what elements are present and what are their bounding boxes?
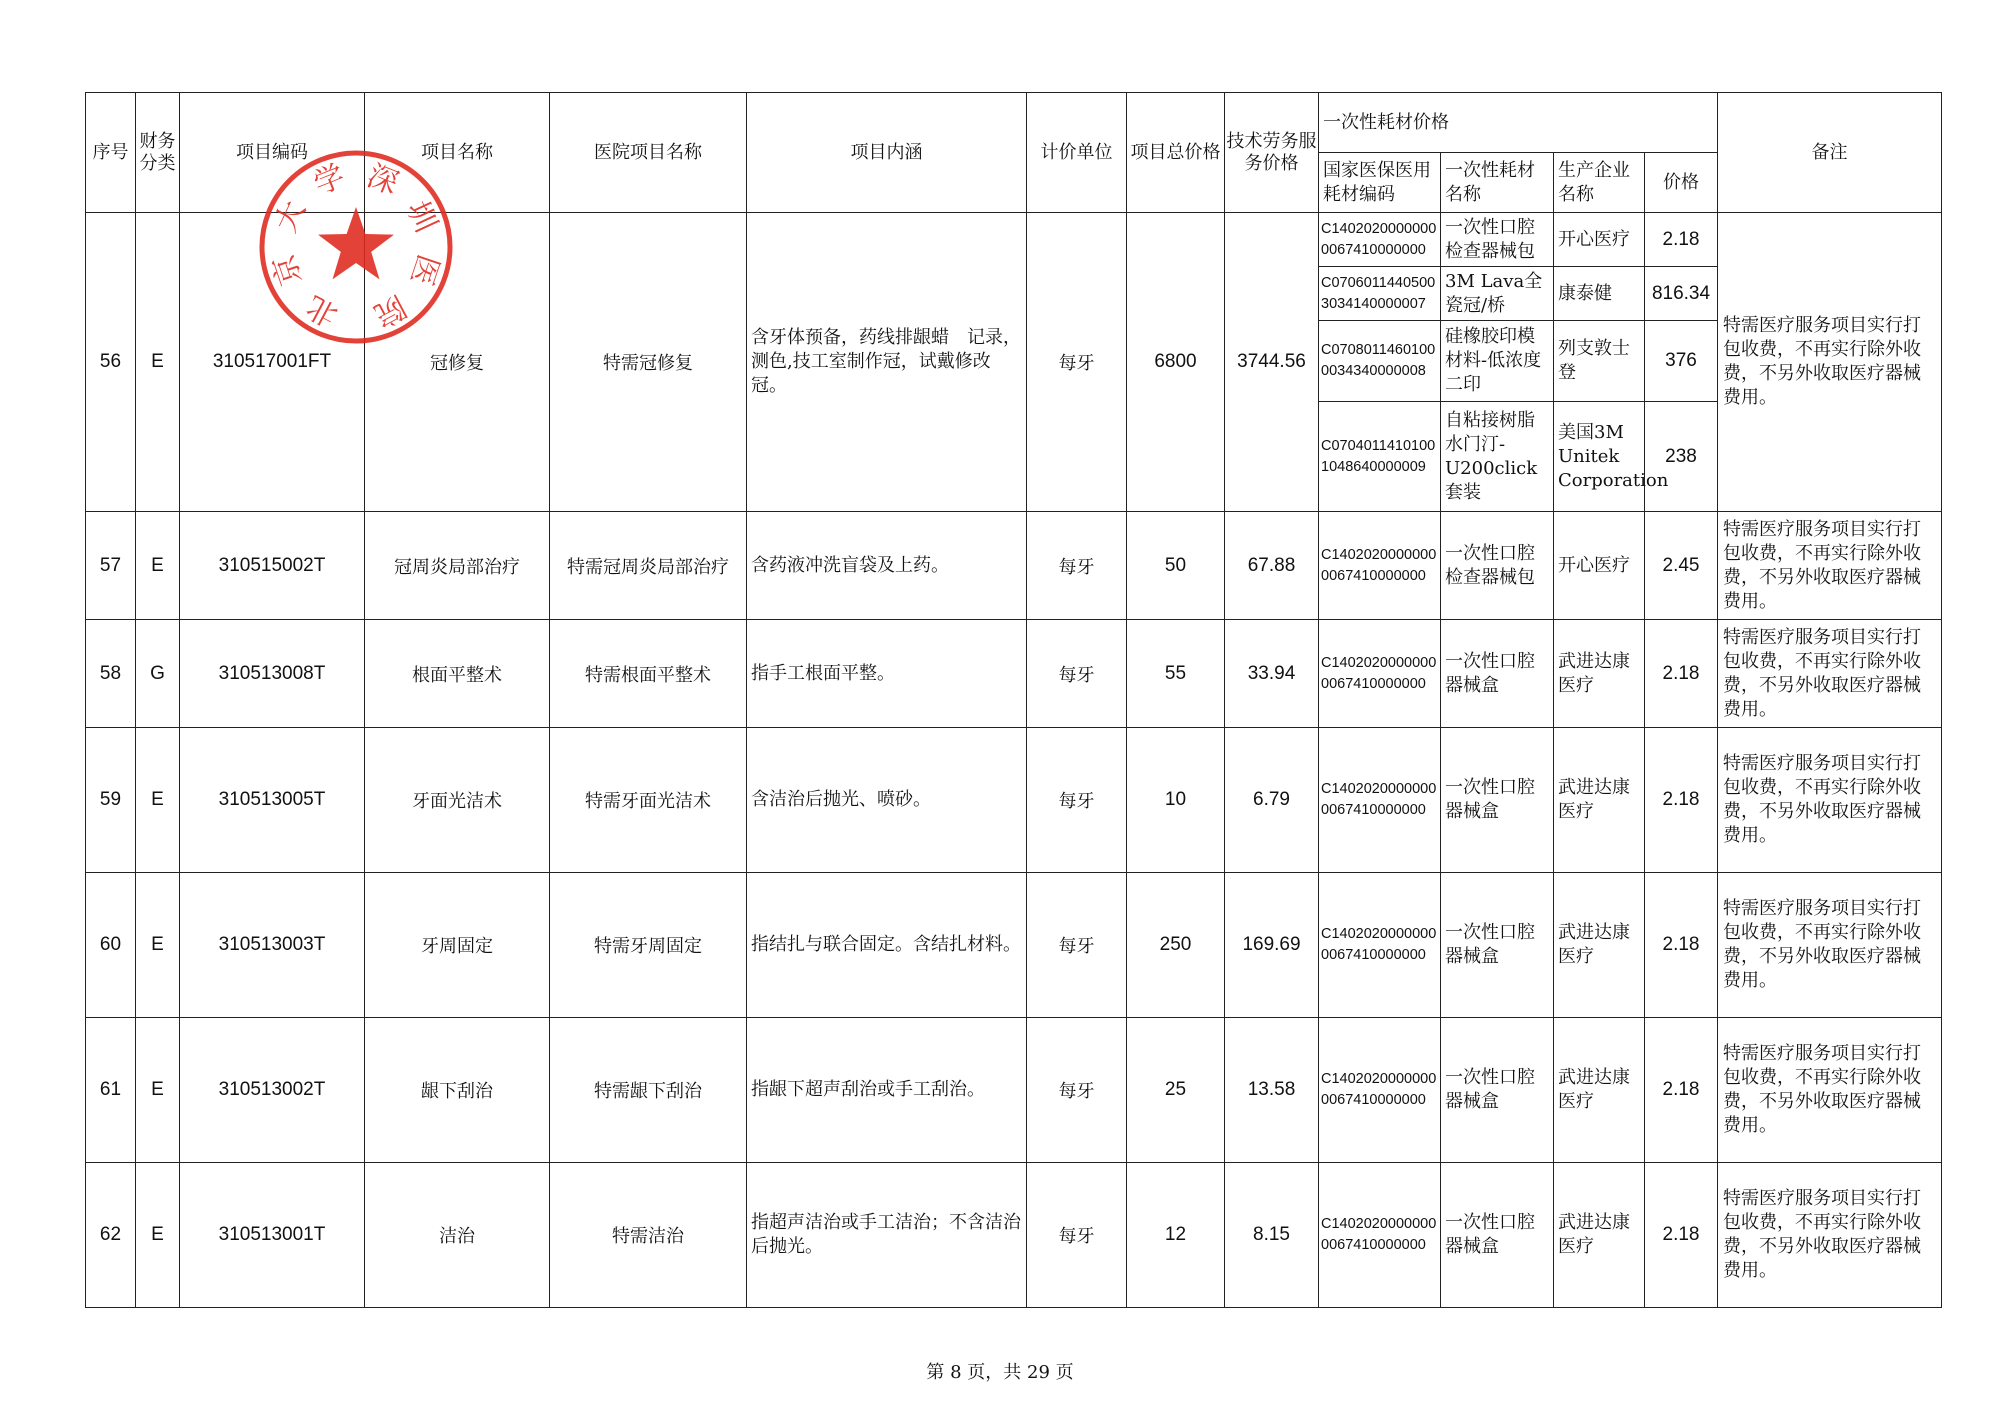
seal-char: 深 [362, 158, 404, 202]
cell-name: 冠周炎局部治疗 [365, 512, 550, 620]
header-remark: 备注 [1718, 93, 1942, 213]
seal-char: 学 [308, 158, 350, 202]
table-row [86, 873, 1942, 1018]
cell-hospital-name: 特需根面平整术 [550, 620, 747, 728]
table-row [86, 1163, 1942, 1308]
cell-finance: E [136, 213, 180, 512]
cell-unit: 每牙 [1027, 1163, 1127, 1308]
header-national-code: 国家医保医用耗材编码 [1319, 153, 1441, 213]
header-total-price: 项目总价格 [1127, 93, 1225, 213]
cell-hospital-name: 特需冠修复 [550, 213, 747, 512]
cell-labor-price: 8.15 [1225, 1163, 1319, 1308]
cell-total-price: 250 [1127, 873, 1225, 1018]
cell-manufacturer: 美国3M Unitek Corporation [1554, 402, 1645, 512]
cell-content: 含洁治后抛光、喷砂。 [747, 728, 1027, 873]
table-body [86, 213, 1942, 1308]
cell-labor-price: 67.88 [1225, 512, 1319, 620]
header-code: 项目编码 [180, 93, 365, 213]
cell-seq: 61 [86, 1018, 136, 1163]
header-consumable-group: 一次性耗材价格 [1319, 93, 1718, 153]
cell-manufacturer: 武进达康医疗 [1554, 1018, 1645, 1163]
cell-price: 2.18 [1645, 1163, 1718, 1308]
price-table [85, 92, 1942, 1308]
cell-consumable-name: 一次性口腔检查器械包 [1441, 512, 1554, 620]
cell-remark: 特需医疗服务项目实行打包收费，不再实行除外收费，不另外收取医疗器械费用。 [1718, 620, 1942, 728]
table-header [86, 93, 1942, 213]
cell-name: 龈下刮治 [365, 1018, 550, 1163]
cell-price: 238 [1645, 402, 1718, 512]
cell-name: 牙周固定 [365, 873, 550, 1018]
seal-char: 京 [266, 250, 310, 290]
table-row [86, 512, 1942, 620]
header-unit: 计价单位 [1027, 93, 1127, 213]
cell-finance: E [136, 873, 180, 1018]
table-row [86, 728, 1942, 873]
cell-content: 指龈下超声刮治或手工刮治。 [747, 1018, 1027, 1163]
cell-price: 2.18 [1645, 873, 1718, 1018]
seal-char: 大 [268, 195, 313, 238]
cell-national-code: C07080114601000034340000008 [1319, 321, 1441, 402]
cell-national-code: C07060114405003034140000007 [1319, 267, 1441, 321]
cell-content: 含药液冲洗盲袋及上药。 [747, 512, 1027, 620]
cell-consumable-name: 一次性口腔检查器械包 [1441, 213, 1554, 267]
cell-code: 310513005T [180, 728, 365, 873]
cell-total-price: 25 [1127, 1018, 1225, 1163]
cell-content: 指超声洁治或手工洁治；不含洁治后抛光。 [747, 1163, 1027, 1308]
cell-manufacturer: 开心医疗 [1554, 512, 1645, 620]
page-footer: 第 8 页，共 29 页 [926, 1362, 1074, 1383]
cell-total-price: 55 [1127, 620, 1225, 728]
cell-remark: 特需医疗服务项目实行打包收费，不再实行除外收费，不另外收取医疗器械费用。 [1718, 1163, 1942, 1308]
cell-consumable-name: 一次性口腔器械盒 [1441, 873, 1554, 1018]
cell-manufacturer: 开心医疗 [1554, 213, 1645, 267]
cell-consumable-name: 一次性口腔器械盒 [1441, 1018, 1554, 1163]
cell-seq: 60 [86, 873, 136, 1018]
cell-labor-price: 169.69 [1225, 873, 1319, 1018]
cell-labor-price: 13.58 [1225, 1018, 1319, 1163]
header-seq: 序号 [86, 93, 136, 213]
cell-consumable-name: 硅橡胶印模材料-低浓度二印 [1441, 321, 1554, 402]
cell-price: 2.18 [1645, 620, 1718, 728]
cell-manufacturer: 康泰健 [1554, 267, 1645, 321]
header-consumable-name: 一次性耗材名称 [1441, 153, 1554, 213]
cell-seq: 58 [86, 620, 136, 728]
cell-manufacturer: 列支敦士登 [1554, 321, 1645, 402]
cell-hospital-name: 特需洁治 [550, 1163, 747, 1308]
cell-seq: 57 [86, 512, 136, 620]
table-row [86, 1018, 1942, 1163]
cell-hospital-name: 特需牙周固定 [550, 873, 747, 1018]
seal-char: 圳 [399, 195, 444, 238]
cell-name: 根面平整术 [365, 620, 550, 728]
cell-national-code: C14020200000000067410000000 [1319, 213, 1441, 267]
cell-price: 376 [1645, 321, 1718, 402]
cell-code: 310515002T [180, 512, 365, 620]
cell-price: 2.45 [1645, 512, 1718, 620]
cell-hospital-name: 特需龈下刮治 [550, 1018, 747, 1163]
cell-name: 牙面光洁术 [365, 728, 550, 873]
cell-seq: 59 [86, 728, 136, 873]
cell-code: 310513008T [180, 620, 365, 728]
cell-manufacturer: 武进达康医疗 [1554, 873, 1645, 1018]
cell-consumable-name: 3M Lava全瓷冠/桥 [1441, 267, 1554, 321]
header-labor-price: 技术劳务服务价格 [1225, 93, 1319, 213]
cell-manufacturer: 武进达康医疗 [1554, 728, 1645, 873]
cell-name: 冠修复 [365, 213, 550, 512]
seal-char: 北 [300, 288, 344, 334]
cell-code: 310513002T [180, 1018, 365, 1163]
cell-unit: 每牙 [1027, 512, 1127, 620]
cell-price: 2.18 [1645, 1018, 1718, 1163]
header-price: 价格 [1645, 153, 1718, 213]
cell-manufacturer: 武进达康医疗 [1554, 620, 1645, 728]
seal-char: 院 [368, 288, 412, 334]
cell-seq: 62 [86, 1163, 136, 1308]
cell-code: 310513001T [180, 1163, 365, 1308]
cell-national-code: C14020200000000067410000000 [1319, 1163, 1441, 1308]
cell-unit: 每牙 [1027, 620, 1127, 728]
cell-consumable-name: 一次性口腔器械盒 [1441, 1163, 1554, 1308]
cell-remark: 特需医疗服务项目实行打包收费，不再实行除外收费，不另外收取医疗器械费用。 [1718, 1018, 1942, 1163]
cell-labor-price: 33.94 [1225, 620, 1319, 728]
cell-consumable-name: 自粘接树脂水门汀-U200click套装 [1441, 402, 1554, 512]
cell-unit: 每牙 [1027, 728, 1127, 873]
cell-remark: 特需医疗服务项目实行打包收费，不再实行除外收费，不另外收取医疗器械费用。 [1718, 873, 1942, 1018]
cell-code: 310517001FT [180, 213, 365, 512]
cell-national-code: C14020200000000067410000000 [1319, 620, 1441, 728]
cell-total-price: 6800 [1127, 213, 1225, 512]
cell-total-price: 10 [1127, 728, 1225, 873]
cell-remark: 特需医疗服务项目实行打包收费，不再实行除外收费，不另外收取医疗器械费用。 [1718, 213, 1942, 512]
cell-national-code: C14020200000000067410000000 [1319, 512, 1441, 620]
cell-content: 指结扎与联合固定。含结扎材料。 [747, 873, 1027, 1018]
cell-total-price: 50 [1127, 512, 1225, 620]
cell-hospital-name: 特需冠周炎局部治疗 [550, 512, 747, 620]
cell-total-price: 12 [1127, 1163, 1225, 1308]
cell-hospital-name: 特需牙面光洁术 [550, 728, 747, 873]
cell-name: 洁治 [365, 1163, 550, 1308]
cell-finance: E [136, 728, 180, 873]
cell-consumable-name: 一次性口腔器械盒 [1441, 620, 1554, 728]
cell-national-code: C14020200000000067410000000 [1319, 873, 1441, 1018]
seal-char: 医 [402, 250, 446, 290]
cell-seq: 56 [86, 213, 136, 512]
cell-price: 816.34 [1645, 267, 1718, 321]
cell-unit: 每牙 [1027, 873, 1127, 1018]
cell-finance: E [136, 1018, 180, 1163]
cell-content: 含牙体预备，药线排龈蜡 记录，测色,技工室制作冠，试戴修改冠。 [747, 213, 1027, 512]
cell-labor-price: 6.79 [1225, 728, 1319, 873]
cell-unit: 每牙 [1027, 213, 1127, 512]
header-hospital-name: 医院项目名称 [550, 93, 747, 213]
cell-remark: 特需医疗服务项目实行打包收费，不再实行除外收费，不另外收取医疗器械费用。 [1718, 512, 1942, 620]
table-row [86, 213, 1942, 267]
header-content: 项目内涵 [747, 93, 1027, 213]
table-row [86, 620, 1942, 728]
cell-code: 310513003T [180, 873, 365, 1018]
header-name: 项目名称 [365, 93, 550, 213]
header-manufacturer: 生产企业名称 [1554, 153, 1645, 213]
cell-price: 2.18 [1645, 728, 1718, 873]
cell-finance: G [136, 620, 180, 728]
cell-finance: E [136, 1163, 180, 1308]
cell-national-code: C14020200000000067410000000 [1319, 728, 1441, 873]
cell-labor-price: 3744.56 [1225, 213, 1319, 512]
cell-finance: E [136, 512, 180, 620]
cell-manufacturer: 武进达康医疗 [1554, 1163, 1645, 1308]
cell-national-code: C07040114101001048640000009 [1319, 402, 1441, 512]
cell-content: 指手工根面平整。 [747, 620, 1027, 728]
cell-unit: 每牙 [1027, 1018, 1127, 1163]
cell-price: 2.18 [1645, 213, 1718, 267]
cell-remark: 特需医疗服务项目实行打包收费，不再实行除外收费，不另外收取医疗器械费用。 [1718, 728, 1942, 873]
cell-consumable-name: 一次性口腔器械盒 [1441, 728, 1554, 873]
header-finance: 财务分类 [136, 93, 180, 213]
cell-national-code: C14020200000000067410000000 [1319, 1018, 1441, 1163]
